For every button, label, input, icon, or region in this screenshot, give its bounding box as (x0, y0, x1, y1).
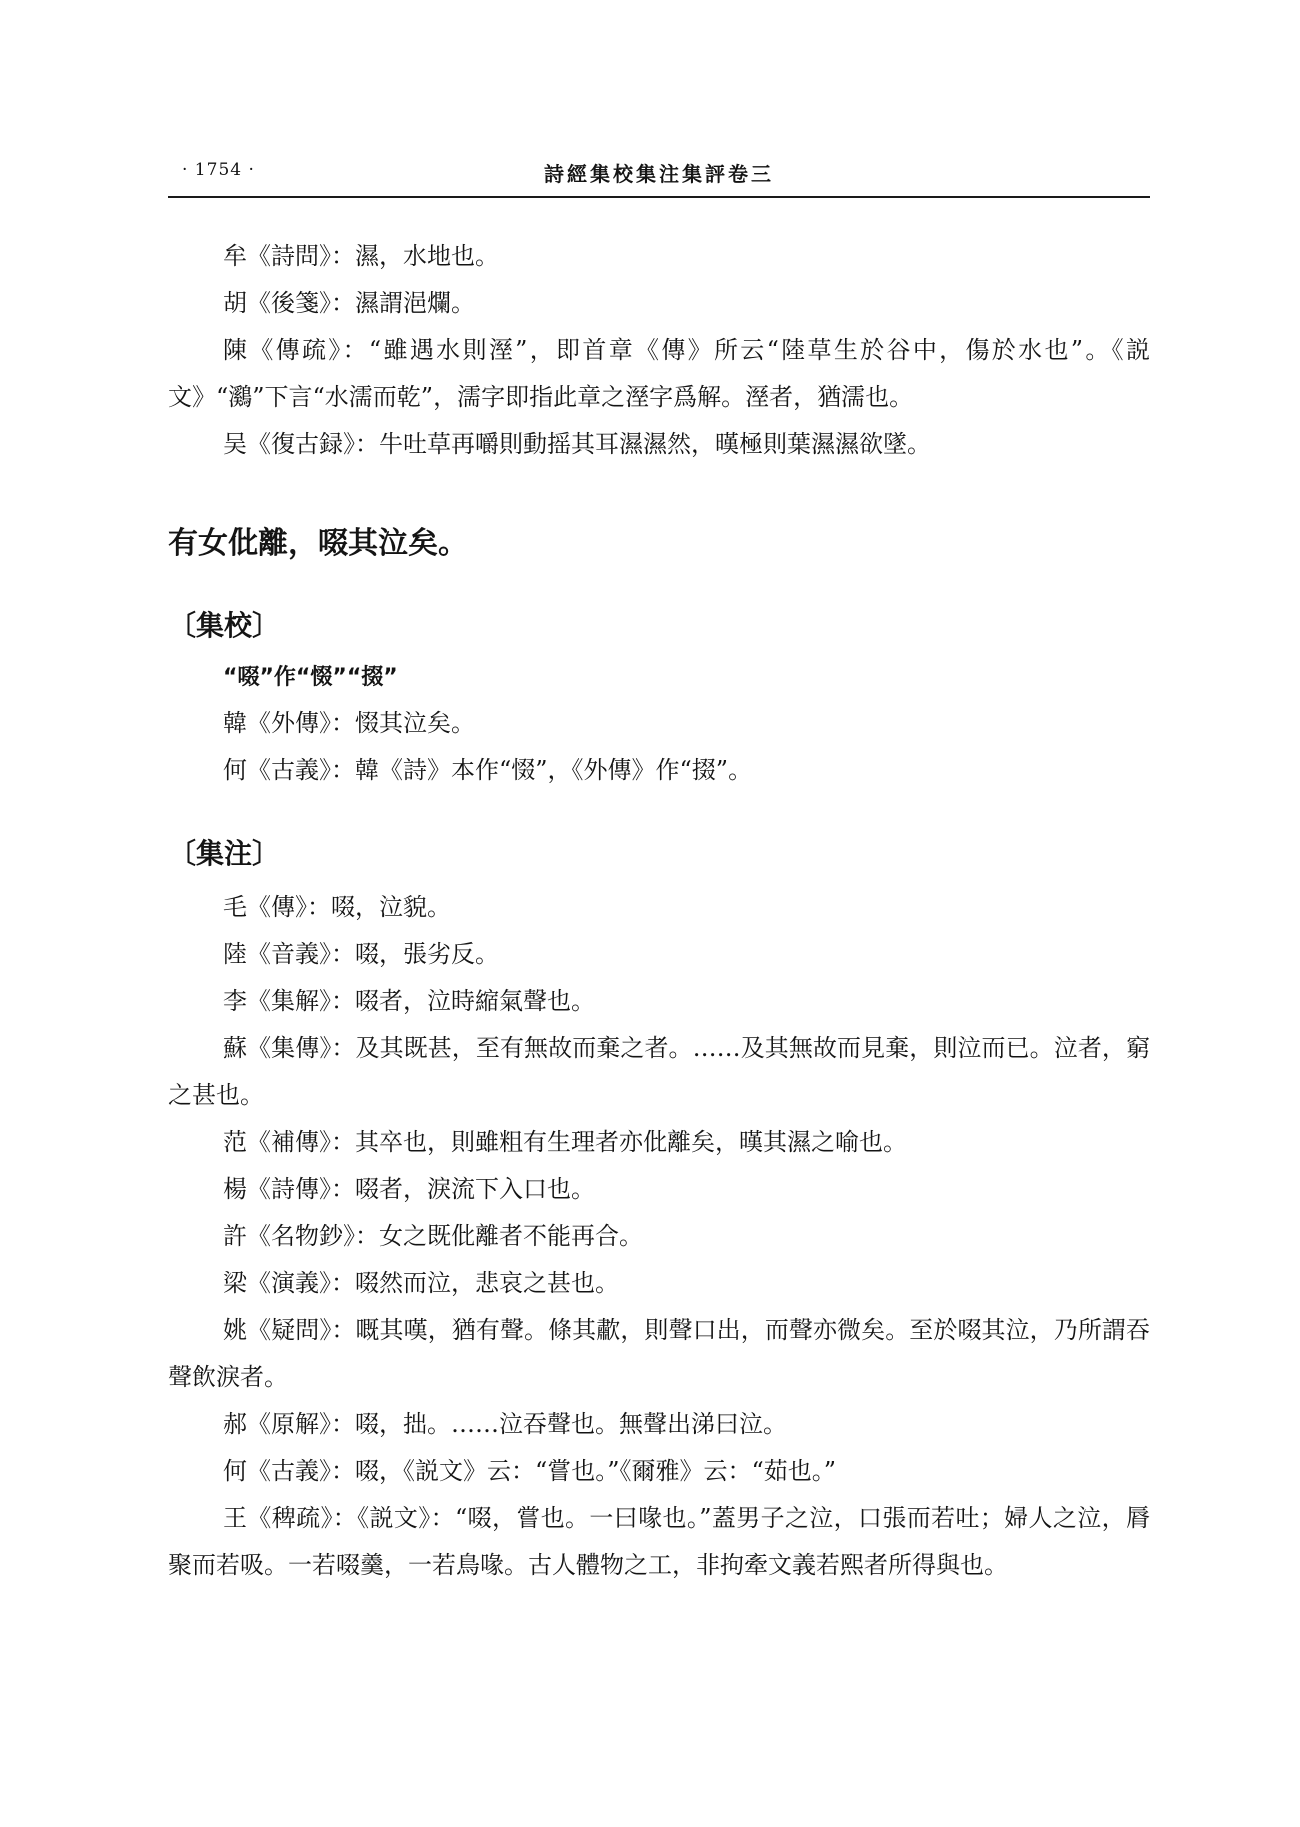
page-number: · 1754 · (182, 160, 255, 180)
variant-title: “啜”作“惙”“掇” (223, 665, 398, 690)
annotation-entry: 蘇《集傳》：及其既甚，至有無故而棄之者。……及其無故而見棄，則泣而已。泣者，窮之甚也。 (168, 1034, 1150, 1109)
page-header (168, 160, 1150, 196)
section-heading-jizhu: 〔集注〕 (168, 837, 281, 870)
poem-line: 有女仳離，啜其泣矣。 (168, 526, 468, 561)
commentary-paragraph: 牟《詩問》：濕，水地也。 (223, 242, 499, 270)
annotation-entry: 梁《演義》：啜然而泣，悲哀之甚也。 (223, 1269, 619, 1297)
annotation-entry: 郝《原解》：啜，拙。……泣吞聲也。無聲出涕曰泣。 (223, 1410, 787, 1438)
annotation-entry: 許《名物鈔》：女之既仳離者不能再合。 (223, 1222, 643, 1250)
annotation-entry: 陸《音義》：啜，張劣反。 (223, 940, 499, 968)
commentary-paragraph: 胡《後箋》：濕謂浥爛。 (223, 289, 475, 317)
running-title: 詩經集校集注集評卷三 (544, 162, 774, 186)
annotation-entry: 王《稗疏》：《説文》：“啜，嘗也。一曰喙也。”蓋男子之泣，口張而若吐；婦人之泣，脣聚而若吸。一若啜羹，一若鳥喙。古人體物之工，非拘牽文義若熙者所得與也。 (168, 1504, 1150, 1579)
annotation-entry: 姚《疑問》：嘅其嘆，猶有聲。條其歗，則聲口出，而聲亦微矣。至於啜其泣，乃所謂吞聲飲淚者。 (168, 1316, 1150, 1391)
collation-entry: 韓《外傳》：惙其泣矣。 (223, 709, 475, 737)
commentary-paragraph: 陳《傳疏》：“雖遇水則溼”，即首章《傳》所云“陸草生於谷中，傷於水也”。《説文》“鸂”下言“水濡而乾”，濡字即指此章之溼字爲解。溼者，猶濡也。 (168, 336, 1150, 411)
annotation-entry: 李《集解》：啜者，泣時縮氣聲也。 (223, 987, 595, 1015)
annotation-entry: 楊《詩傳》：啜者，淚流下入口也。 (223, 1175, 595, 1203)
header-rule (168, 196, 1150, 198)
section-heading-jiaojiao: 〔集校〕 (168, 609, 281, 642)
page-body (168, 233, 1150, 1589)
annotation-entry: 范《補傳》：其卒也，則雖粗有生理者亦仳離矣，暵其濕之喻也。 (223, 1128, 907, 1156)
collation-entry: 何《古義》：韓《詩》本作“惙”，《外傳》作“掇”。 (223, 756, 753, 784)
annotation-entry: 毛《傳》：啜，泣貌。 (223, 893, 451, 921)
commentary-paragraph: 吴《復古録》：牛吐草再嚼則動摇其耳濕濕然，暵極則葉濕濕欲墜。 (223, 430, 931, 458)
annotation-entry: 何《古義》：啜，《説文》云：“嘗也。”《爾雅》云：“茹也。” (223, 1457, 837, 1485)
